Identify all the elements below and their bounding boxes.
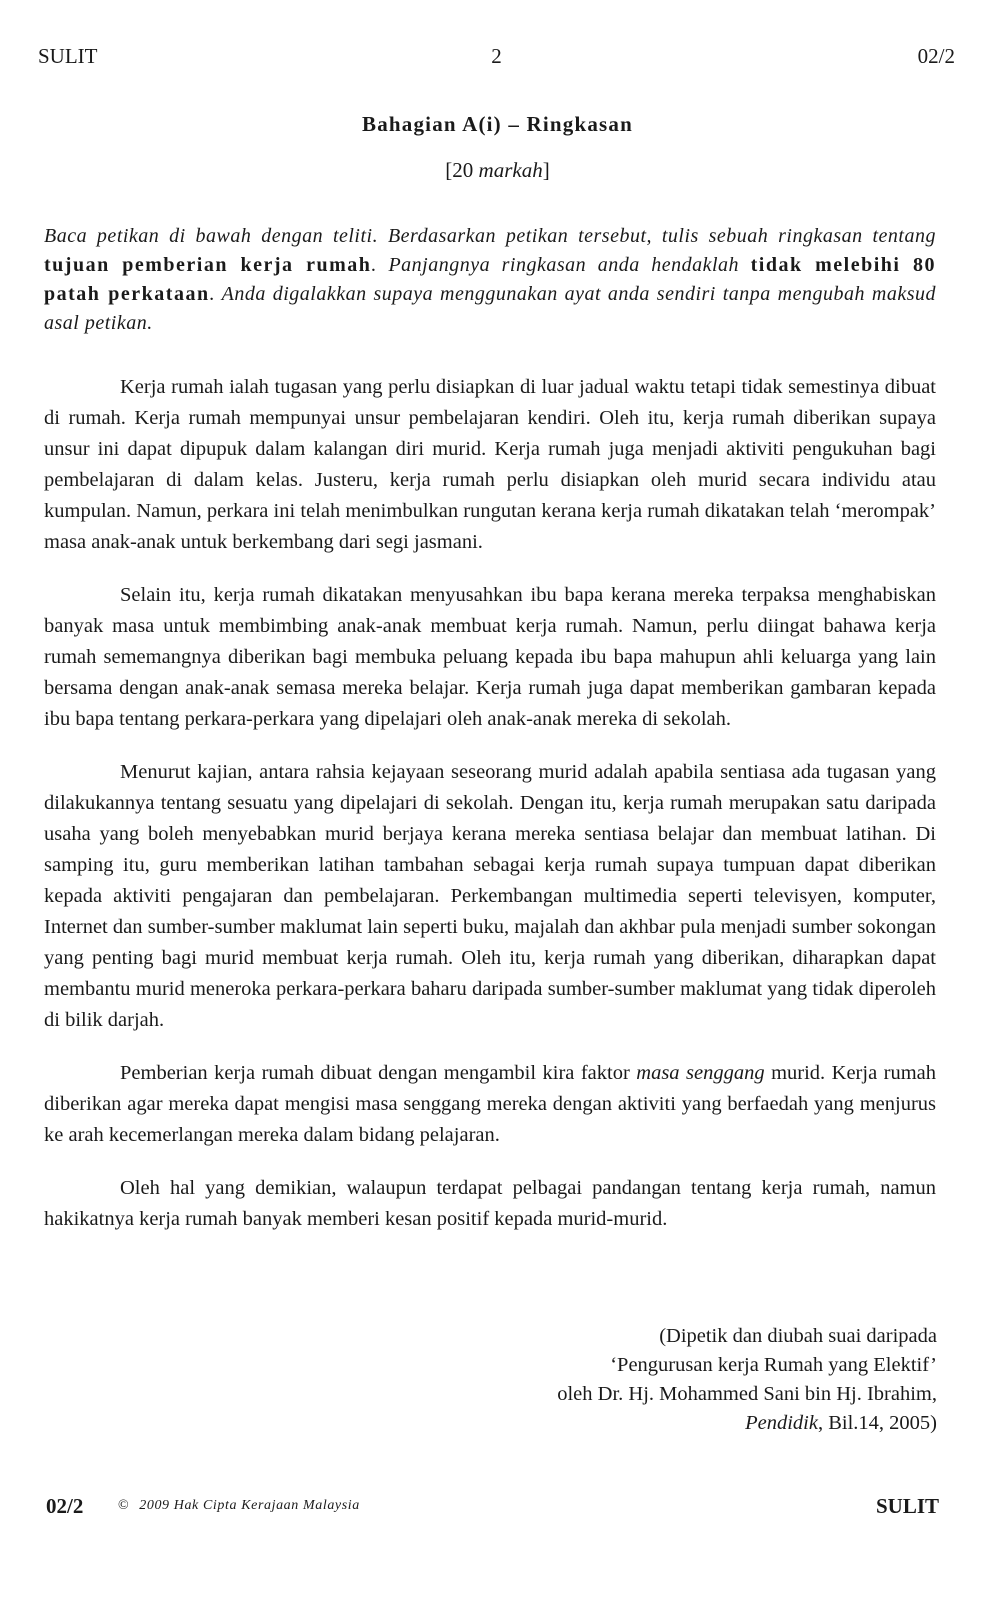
passage-paragraph-1: Kerja rumah ialah tugasan yang perlu disiapkan di luar jadual waktu tetapi tidak semestinya dibuat di rumah. Kerja rumah mempunyai unsur pembelajaran kendiri. Oleh itu, kerja rumah diberikan supaya unsur ini dapat dipupuk dalam kalangan diri murid. Kerja rumah juga menjadi aktiviti pengukuhan bagi pembelajaran di dalam kelas. Justeru, kerja rumah perlu disiapkan oleh murid secara individu atau kumpulan. Namun, perkara ini telah menimbulkan rungutan kerana kerja rumah dikatakan telah ‘merompak’ masa anak-anak untuk berkembang dari segi jasmani. xyxy=(44,376,936,553)
passage xyxy=(44,372,936,1235)
source-journal: Pendidik xyxy=(745,1412,818,1434)
instructions xyxy=(44,222,936,338)
p4-after: murid. Kerja rumah diberikan agar mereka dapat mengisi masa senggang mereka dengan aktiviti yang berfaedah yang menjurus ke arah kecemerlangan mereka dalam bidang pelajaran. xyxy=(44,1062,937,1146)
copyright-icon: © xyxy=(118,1498,130,1513)
instr-part1: Baca petikan di bawah dengan teliti. Berdasarkan petikan tersebut, tulis sebuah ringkasan tentang xyxy=(44,225,936,247)
footer-paper-code: 02/2 xyxy=(46,1494,84,1518)
page-footer xyxy=(46,1494,939,1524)
source-issue: , Bil.14, 2005) xyxy=(817,1412,937,1434)
instr-bold1: tujuan pemberian kerja rumah xyxy=(44,254,372,276)
header-paper-code: 02/2 xyxy=(917,44,955,68)
footer-copyright xyxy=(118,1498,360,1514)
source-line-4 xyxy=(557,1409,937,1438)
passage-paragraph-2: Selain itu, kerja rumah dikatakan menyusahkan ibu bapa kerana mereka terpaksa menghabiskan banyak masa untuk membimbing anak-anak membuat kerja rumah. Namun, perlu diingat bahawa kerja rumah sememangnya diberikan bagi membuka peluang kepada ibu bapa mahupun ahli keluarga yang lain bersama dengan anak-anak semasa mereka belajar. Kerja rumah juga dapat memberikan gambaran kepada ibu bapa tentang perkara-perkara yang dipelajari oleh anak-anak mereka di sekolah. xyxy=(44,584,936,730)
header-page-number: 2 xyxy=(491,44,502,68)
p4-before: Pemberian kerja rumah dibuat dengan mengambil kira faktor xyxy=(120,1062,637,1084)
marks-word: markah xyxy=(478,158,543,182)
copyright-text: 2009 Hak Cipta Kerajaan Malaysia xyxy=(139,1498,360,1513)
page-header xyxy=(38,44,955,72)
source-line-1: (Dipetik dan diubah suai daripada xyxy=(659,1325,937,1347)
passage-paragraph-3: Menurut kajian, antara rahsia kejayaan seseorang murid adalah apabila sentiasa ada tugasan yang dilakukannya tentang sesuatu yang dipelajari di sekolah. Dengan itu, kerja rumah merupakan satu daripada usaha yang boleh menyebabkan murid berjaya kerana mereka sentiasa belajar dan membuat latihan. Di samping itu, guru memberikan latihan tambahan sebagai kerja rumah supaya tumpuan dapat diberikan kepada aktiviti pengajaran dan pembelajaran. Perkembangan multimedia seperti televisyen, komputer, Internet dan sumber-sumber maklumat lain seperti buku, majalah dan akhbar pula menjadi sumber sokongan yang penting bagi murid membuat kerja rumah. Oleh itu, kerja rumah yang diberikan, diharapkan dapat membantu murid meneroka perkara-perkara baharu daripada sumber-sumber maklumat yang tidak diperoleh di bilik darjah. xyxy=(44,761,936,1031)
source-citation xyxy=(557,1322,937,1438)
marks-close: ] xyxy=(542,158,550,182)
section-marks xyxy=(0,158,995,183)
instr-part3: . Anda digalakkan supaya menggunakan ayat anda sendiri tanpa mengubah maksud asal petikan. xyxy=(44,283,936,334)
marks-open: [20 xyxy=(445,158,479,182)
instr-bold2: tidak melebihi 80 patah perkataan xyxy=(44,254,937,305)
passage-paragraph-4 xyxy=(44,1058,936,1151)
source-line-2: ‘Pengurusan kerja Rumah yang Elektif’ xyxy=(610,1354,937,1376)
footer-classification: SULIT xyxy=(875,1494,939,1518)
source-line-3: oleh Dr. Hj. Mohammed Sani bin Hj. Ibrahim, xyxy=(557,1383,937,1405)
p4-italic: masa senggang xyxy=(636,1062,765,1084)
instr-part2: . Panjangnya ringkasan anda hendaklah xyxy=(371,254,751,276)
passage-paragraph-5: Oleh hal yang demikian, walaupun terdapat pelbagai pandangan tentang kerja rumah, namun hakikatnya kerja rumah banyak memberi kesan positif kepada murid-murid. xyxy=(44,1177,936,1230)
header-classification: SULIT xyxy=(38,44,98,68)
section-title: Bahagian A(i) – Ringkasan xyxy=(362,112,633,136)
